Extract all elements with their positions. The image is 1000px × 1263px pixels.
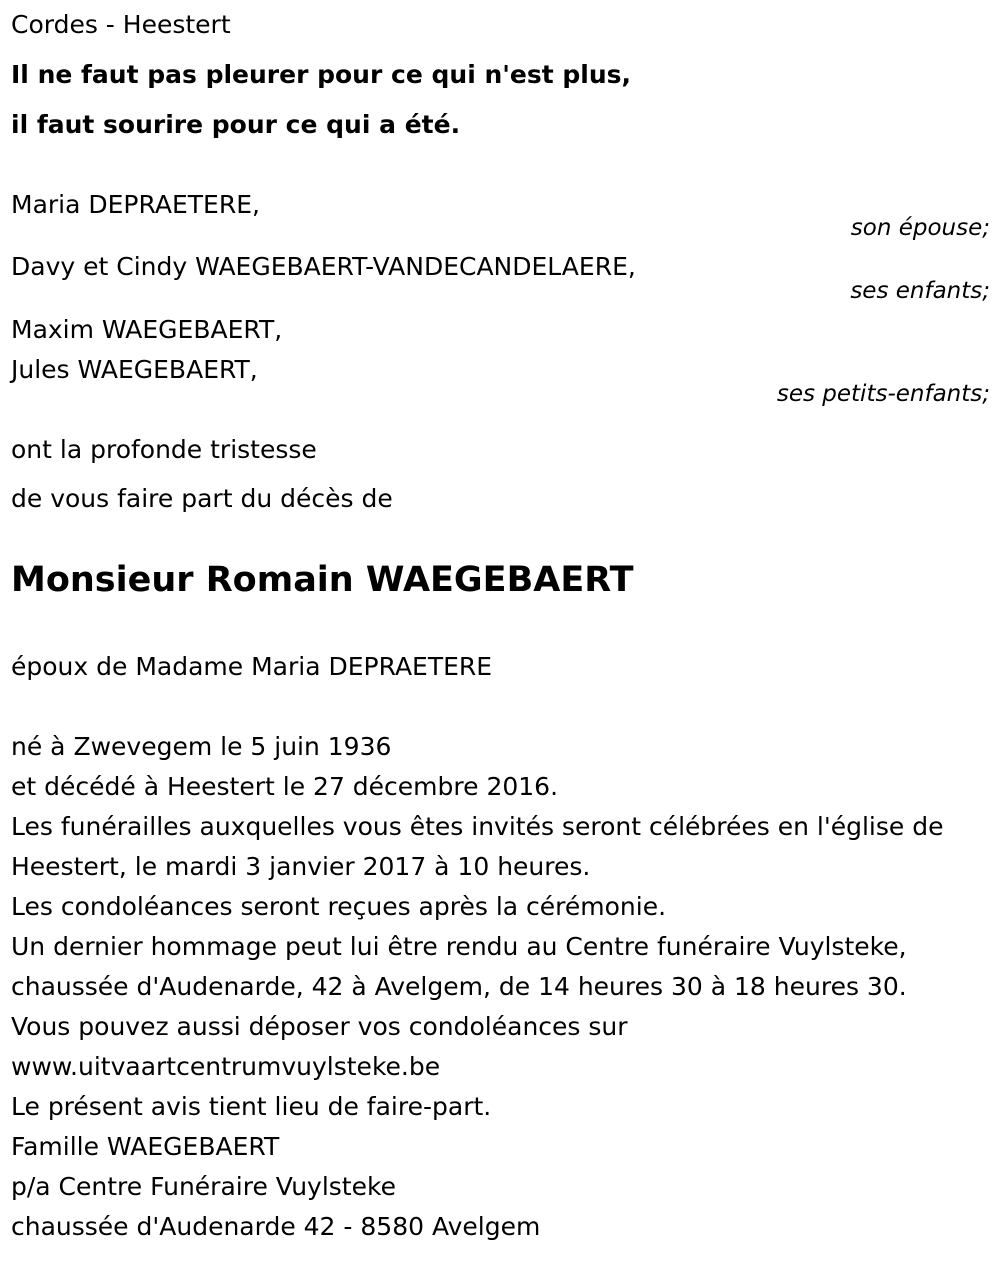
detail-line: chaussée d'Audenarde, 42 à Avelgem, de 14 heures 30 à 18 heures 30. <box>11 972 907 1001</box>
website-link[interactable]: www.uitvaartcentrumvuylsteke.be <box>11 1052 441 1081</box>
spouse-name: Maria DEPRAETERE, <box>11 190 260 219</box>
detail-line: chaussée d'Audenarde 42 - 8580 Avelgem <box>11 1212 541 1241</box>
detail-line: Heestert, le mardi 3 janvier 2017 à 10 heures. <box>11 852 591 881</box>
detail-line: Famille WAEGEBAERT <box>11 1132 280 1161</box>
deceased-spouse-of: époux de Madame Maria DEPRAETERE <box>11 652 493 681</box>
spouse-role: son épouse; <box>850 215 990 241</box>
announcement-line-1: ont la profonde tristesse <box>11 435 317 464</box>
detail-line: Un dernier hommage peut lui être rendu au Centre funéraire Vuylsteke, <box>11 932 907 961</box>
location-heading: Cordes - Heestert <box>11 10 231 39</box>
grandchildren-role: ses petits-enfants; <box>776 381 990 407</box>
children-name: Davy et Cindy WAEGEBAERT-VANDECANDELAERE, <box>11 252 636 281</box>
deceased-name: Monsieur Romain WAEGEBAERT <box>11 560 634 600</box>
grandchild-2-name: Jules WAEGEBAERT, <box>11 355 258 384</box>
detail-line: Les condoléances seront reçues après la cérémonie. <box>11 892 667 921</box>
grandchild-1-name: Maxim WAEGEBAERT, <box>11 315 283 344</box>
detail-line: Le présent avis tient lieu de faire-part. <box>11 1092 492 1121</box>
quote-line-2: il faut sourire pour ce qui a été. <box>11 110 461 139</box>
announcement-line-2: de vous faire part du décès de <box>11 484 393 513</box>
detail-line: Vous pouvez aussi déposer vos condoléances sur <box>11 1012 628 1041</box>
detail-line: p/a Centre Funéraire Vuylsteke <box>11 1172 396 1201</box>
detail-line: né à Zwevegem le 5 juin 1936 <box>11 732 392 761</box>
detail-line: et décédé à Heestert le 27 décembre 2016. <box>11 772 559 801</box>
detail-line: Les funérailles auxquelles vous êtes invités seront célébrées en l'église de <box>11 812 944 841</box>
children-role: ses enfants; <box>850 278 990 304</box>
quote-line-1: Il ne faut pas pleurer pour ce qui n'est plus, <box>11 60 632 89</box>
